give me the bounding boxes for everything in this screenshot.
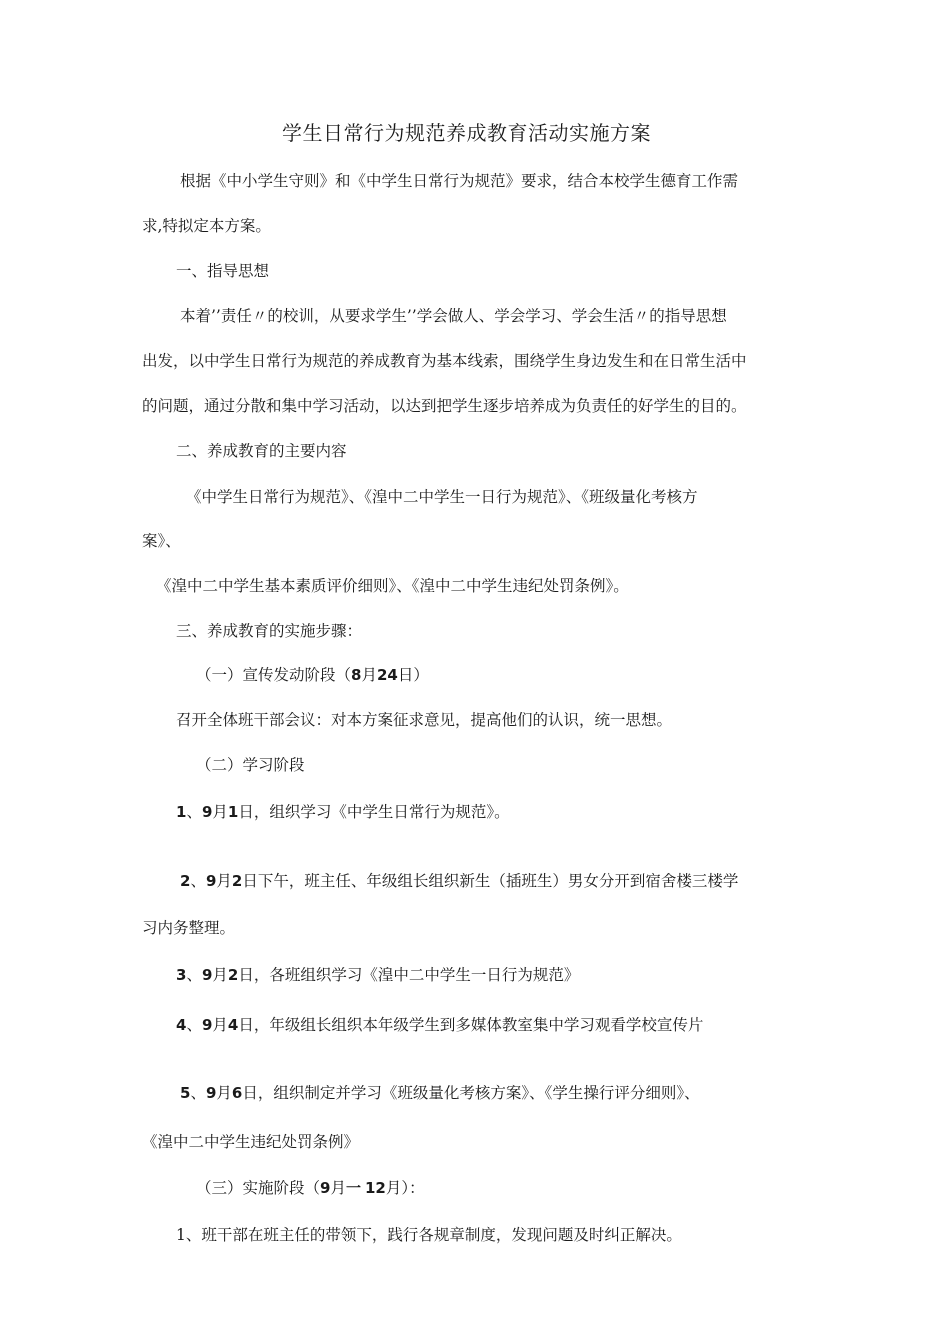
stage-2-item-5-cont: 《湟中二中学生违纪处罚条例》 (142, 1133, 360, 1151)
section-1-heading: 一、指导思想 (176, 262, 270, 280)
section-1-line-1: 本着’’责任〃的校训，从要求学生’’学会做人、学会学习、学会生活〃的指导思想 (180, 307, 727, 325)
stage-2-item-2-cont: 习内务整理。 (142, 919, 236, 937)
section-2-line-2: 案》、 (142, 532, 181, 550)
stage-2-item-2: 2、9月2日下午，班主任、年级组长组织新生（插班生）男女分开到宿舍楼三楼学 (180, 872, 739, 890)
section-1-line-2: 出发，以中学生日常行为规范的养成教育为基本线索，围绕学生身边发生和在日常生活中 (142, 352, 747, 370)
stage-3-heading: （三）实施阶段（9月一 12月）： (196, 1179, 425, 1197)
section-2-line-3: 《湟中二中学生基本素质评价细则》、《湟中二中学生违纪处罚条例》。 (156, 577, 629, 595)
stage-2-item-1: 1、9月1日，组织学习《中学生日常行为规范》。 (176, 803, 510, 821)
stage-2-item-3: 3、9月2日，各班组织学习《湟中二中学生一日行为规范》 (176, 966, 580, 984)
section-3-heading: 三、养成教育的实施步骤： (176, 622, 363, 640)
stage-1-text: 召开全体班干部会议：对本方案征求意见，提高他们的认识，统一思想。 (176, 711, 673, 729)
page-title: 学生日常行为规范养成教育活动实施方案 (282, 121, 651, 145)
stage-3-item-1: 1、班干部在班主任的带领下，践行各规章制度，发现问题及时纠正解决。 (176, 1226, 682, 1244)
intro-line-2: 求,特拟定本方案。 (142, 217, 271, 235)
stage-2-item-4: 4、9月4日，年级组长组织本年级学生到多媒体教室集中学习观看学校宣传片 (176, 1016, 704, 1034)
section-2-line-1: 《中学生日常行为规范》、《湟中二中学生一日行为规范》、《班级量化考核方 (186, 488, 698, 506)
section-1-line-3: 的问题，通过分散和集中学习活动，以达到把学生逐步培养成为负责任的好学生的目的。 (142, 397, 747, 415)
stage-2-heading: （二）学习阶段 (196, 756, 305, 774)
section-2-heading: 二、养成教育的主要内容 (176, 442, 347, 460)
stage-2-item-5: 5、9月6日，组织制定并学习《班级量化考核方案》、《学生操行评分细则》、 (180, 1084, 700, 1102)
intro-line-1: 根据《中小学生守则》和《中学生日常行为规范》要求，结合本校学生德育工作需 (180, 172, 739, 190)
stage-1-heading: （一）宣传发动阶段（8月24日） (196, 666, 429, 684)
